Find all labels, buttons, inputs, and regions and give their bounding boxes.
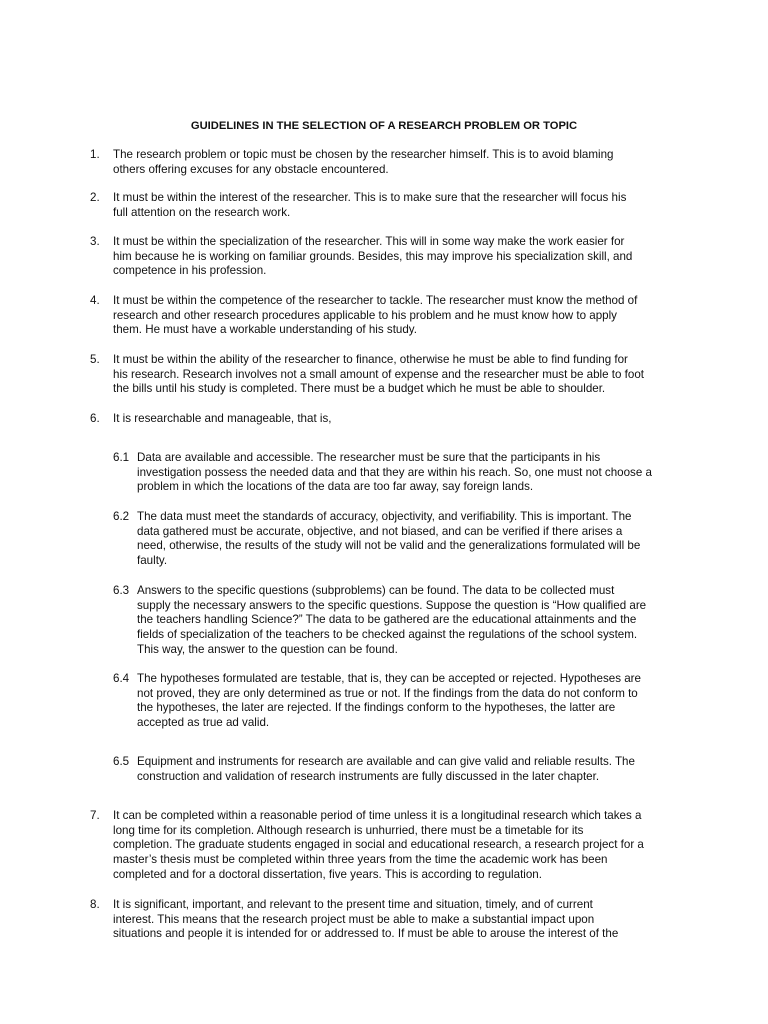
text-line: Equipment and instruments for research are available and can give valid and reliable results. The (137, 755, 635, 768)
text-line: situations and people it is intended for or addressed to. If must be able to arouse the interest of the (113, 927, 619, 941)
text-line: It can be completed within a reasonable period of time unless it is a longitudinal research which takes a (113, 809, 642, 822)
subitem-6-5 (113, 755, 703, 784)
subitem-text (137, 584, 703, 658)
text-line: others offering excuses for any obstacle encountered. (113, 162, 389, 176)
text-line: Answers to the specific questions (subproblems) can be found. The data to be collected must (137, 584, 615, 597)
text-line: the hypotheses, the later are rejected. If the findings conform to the hypotheses, the latter are (137, 701, 616, 715)
subitem-number: 6.2 (113, 510, 130, 523)
item-text (113, 353, 700, 397)
list-item-4 (90, 294, 700, 338)
text-line: data gathered must be accurate, objective, and not biased, and can be verified if there arises a (137, 524, 623, 538)
text-line: This way, the answer to the question can be found. (137, 642, 398, 656)
text-line: The hypotheses formulated are testable, that is, they can be accepted or rejected. Hypotheses are (137, 672, 641, 685)
text-line: accepted as true ad valid. (137, 716, 270, 730)
text-line: not proved, they are only determined as true or not. If the findings from the data do not conform to (137, 686, 638, 700)
item-number: 5. (90, 353, 100, 366)
text-line: It must be within the competence of the researcher to tackle. The researcher must know the method of (113, 294, 638, 307)
item-number: 1. (90, 148, 100, 161)
page-title: GUIDELINES IN THE SELECTION OF A RESEARCH PROBLEM OR TOPIC (190, 120, 578, 132)
text-line: competence in his profession. (113, 264, 267, 278)
subitem-number: 6.4 (113, 672, 130, 685)
item-text (113, 294, 700, 338)
list-item-8 (90, 898, 700, 942)
text-line: fields of specialization of the teachers to be checked against the regulations of the school system. (137, 628, 638, 642)
text-line: completed and for a doctoral dissertation, five years. This is according to regulation. (113, 867, 542, 881)
text-line: problem in which the locations of the data are too far away, say foreign lands. (137, 480, 534, 494)
text-line: supply the necessary answers to the specific questions. Suppose the question is “How qualified are (137, 598, 647, 612)
subitem-6-2 (113, 510, 703, 569)
subitem-6-3 (113, 584, 703, 658)
item-number: 6. (90, 412, 100, 425)
item-text (113, 235, 700, 279)
text-line: Data are available and accessible. The researcher must be sure that the participants in his (137, 451, 601, 464)
subitem-6-4 (113, 672, 703, 731)
item-text (113, 898, 700, 942)
item-number: 2. (90, 191, 100, 204)
subitem-number: 6.5 (113, 755, 130, 768)
text-line: master’s thesis must be completed within three years from the time the academic work has been (113, 853, 608, 867)
list-item-7 (90, 809, 700, 883)
item-number: 8. (90, 898, 100, 911)
subitem-text (137, 672, 703, 731)
text-line: them. He must have a workable understanding of his study. (113, 323, 417, 337)
text-line: It must be within the specialization of the researcher. This will in some way make the work easier for (113, 235, 625, 248)
item-number: 7. (90, 809, 100, 822)
text-line: interest. This means that the research project must be able to make a substantial impact upon (113, 912, 595, 926)
subitem-text (137, 451, 703, 495)
text-line: the bills until his study is completed. There must be a budget which he must be able to shoulder. (113, 382, 606, 396)
item-number: 3. (90, 235, 100, 248)
text-line: It is significant, important, and relevant to the present time and situation, timely, and of current (113, 898, 593, 911)
item-text (113, 148, 700, 177)
text-line: The data must meet the standards of accuracy, objectivity, and verifiability. This is important. The (137, 510, 632, 523)
list-item-6 (90, 412, 700, 427)
list-item-3 (90, 235, 700, 279)
subitem-number: 6.3 (113, 584, 130, 597)
item-text (113, 191, 700, 220)
subitem-6-1 (113, 451, 703, 495)
text-line: The research problem or topic must be chosen by the researcher himself. This is to avoid blaming (113, 148, 614, 161)
item-number: 4. (90, 294, 100, 307)
text-line: It must be within the interest of the researcher. This is to make sure that the researcher will focus his (113, 191, 627, 204)
text-line: his research. Research involves not a small amount of expense and the researcher must be able to foot (113, 367, 645, 381)
subitem-number: 6.1 (113, 451, 130, 464)
subitem-text (137, 755, 703, 784)
list-item-1 (90, 148, 700, 177)
text-line: faulty. (137, 554, 168, 568)
text-line: It is researchable and manageable, that is, (113, 412, 332, 425)
text-line: full attention on the research work. (113, 205, 291, 219)
text-line: investigation possess the needed data and that they are within his reach. So, one must not choose a (137, 465, 652, 479)
text-line: need, otherwise, the results of the study will not be valid and the generalizations formulated will be (137, 539, 641, 553)
text-line: construction and validation of research instruments are fully discussed in the later chapter. (137, 769, 600, 783)
item-text (113, 809, 700, 883)
list-item-2 (90, 191, 700, 220)
text-line: long time for its completion. Although research is unhurried, there must be a timetable for its (113, 823, 584, 837)
text-line: him because he is working on familiar grounds. Besides, this may improve his specialization skill, and (113, 249, 633, 263)
text-line: the teachers handling Science?” The data to be gathered are the educational attainments and the (137, 613, 637, 627)
list-item-5 (90, 353, 700, 397)
subitem-text (137, 510, 703, 569)
text-line: research and other research procedures applicable to his problem and he must know how to apply (113, 308, 617, 322)
text-line: completion. The graduate students engaged in social and educational research, a research project for a (113, 838, 644, 852)
item-text (113, 412, 700, 427)
text-line: It must be within the ability of the researcher to finance, otherwise he must be able to find funding for (113, 353, 628, 366)
